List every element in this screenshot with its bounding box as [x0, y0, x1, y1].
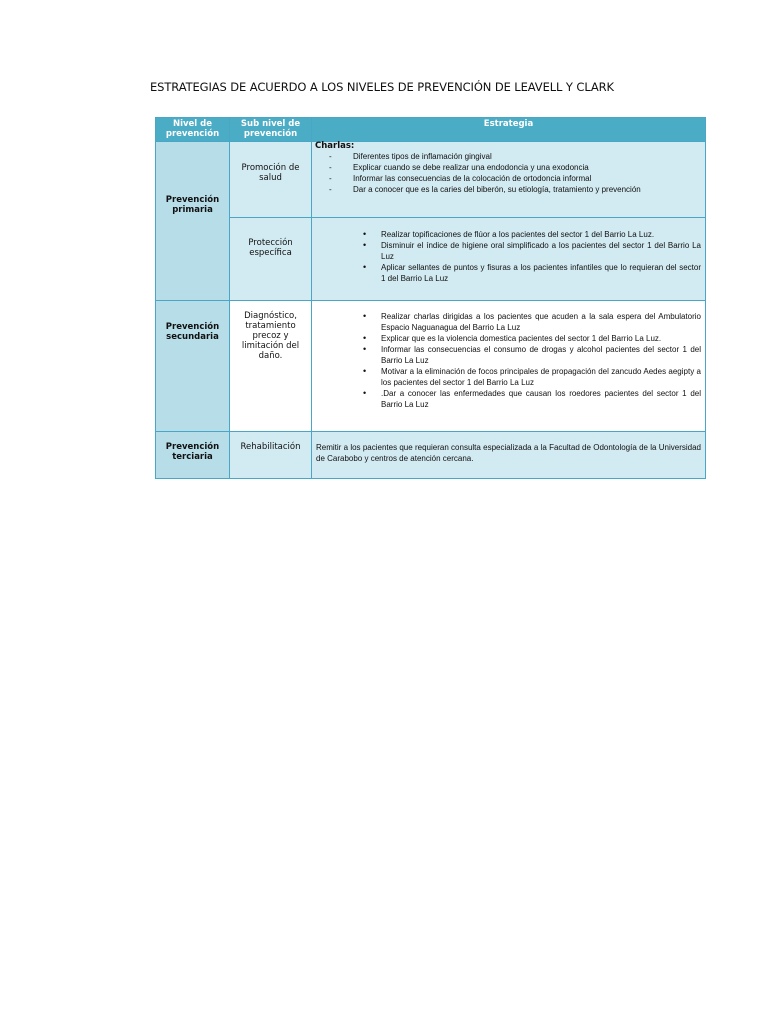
charlas-list [315, 151, 702, 195]
level-terciaria: Prevención terciaria [156, 432, 230, 479]
sub-proteccion: Protección específica [230, 218, 312, 301]
sub-rehabilitacion: Rehabilitación [230, 432, 312, 479]
secundaria-list [315, 311, 701, 410]
list-item: • Aplicar sellantes de puntos y fisuras a los pacientes infantiles que lo requieran del sector 1 del Barrio La Luz [363, 262, 701, 284]
list-item: • Disminuir el índice de higiene oral simplificado a los pacientes del sector 1 del Barrio La Luz [363, 240, 701, 262]
table-row [156, 218, 706, 301]
header-sub-nivel: Sub nivel de prevención [230, 118, 312, 142]
list-item: • .Dar a conocer las enfermedades que causan los roedores pacientes del sector 1 del Barrio La Luz [363, 388, 701, 410]
list-item: - Dar a conocer que es la caries del biberón, su etiología, tratamiento y prevención [329, 184, 702, 195]
charlas-heading: Charlas: [315, 141, 355, 151]
list-item: • Explicar que es la violencia domestica pacientes del sector 1 del Barrio La Luz. [363, 333, 701, 344]
table-row [156, 432, 706, 479]
level-secundaria: Prevención secundaria [156, 301, 230, 432]
strategy-secundaria [312, 301, 706, 432]
header-nivel: Nivel de prevención [156, 118, 230, 142]
strategy-proteccion [312, 218, 706, 301]
table-row [156, 301, 706, 432]
strategy-promocion [312, 142, 706, 218]
prevention-table [155, 117, 706, 479]
page-title: ESTRATEGIAS DE ACUERDO A LOS NIVELES DE PREVENCIÓN DE LEAVELL Y CLARK [150, 80, 614, 94]
list-item: • Realizar topificaciones de flúor a los pacientes del sector 1 del Barrio La Luz. [363, 229, 701, 240]
strategy-terciaria: Remitir a los pacientes que requieran consulta especializada a la Facultad de Odontología de la Universidad de Carabobo y centros de atención cercana. [312, 432, 706, 479]
list-item: • Realizar charlas dirigidas a los pacientes que acuden a la sala espera del Ambulatorio Espacio Naguanagua del Barrio La Luz [363, 311, 701, 333]
list-item: - Explicar cuando se debe realizar una endodoncia y una exodoncia [329, 162, 702, 173]
list-item: - Informar las consecuencias de la colocación de ortodoncia informal [329, 173, 702, 184]
header-estrategia: Estrategia [312, 118, 706, 142]
table-header-row [156, 118, 706, 142]
sub-promocion: Promoción de salud [230, 142, 312, 218]
list-item: • Informar las consecuencias el consumo de drogas y alcohol pacientes del sector 1 del Barrio La Luz [363, 344, 701, 366]
list-item: • Motivar a la eliminación de focos principales de propagación del zancudo Aedes aegipty a los pacientes del sector 1 del Barrio La Luz [363, 366, 701, 388]
level-primaria: Prevención primaria [156, 142, 230, 301]
table-row [156, 142, 706, 218]
list-item: - Diferentes tipos de inflamación gingival [329, 151, 702, 162]
proteccion-list [315, 229, 701, 284]
sub-diagnostico: Diagnóstico, tratamiento precoz y limitación del daño. [230, 301, 312, 432]
